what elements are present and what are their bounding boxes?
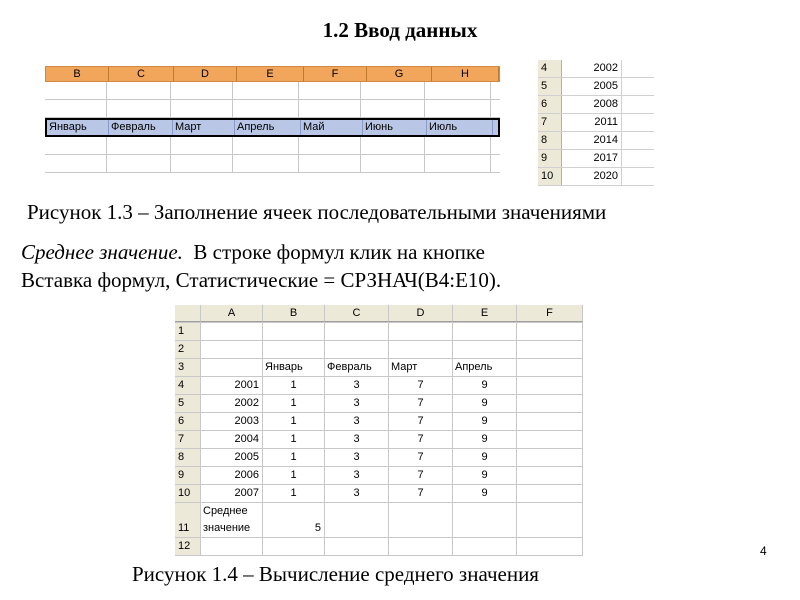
row-header[interactable]: 9 <box>175 467 201 484</box>
table-row <box>538 60 654 78</box>
cell[interactable] <box>201 341 263 358</box>
cell[interactable]: 9 <box>453 377 517 394</box>
table-row <box>175 467 583 485</box>
cell[interactable]: 9 <box>453 395 517 412</box>
cell[interactable]: 3 <box>325 431 389 448</box>
table-row <box>175 395 583 413</box>
cell[interactable]: 9 <box>453 449 517 466</box>
cell[interactable]: 2006 <box>201 467 263 484</box>
empty-row <box>45 137 500 155</box>
cell[interactable] <box>389 538 453 555</box>
cell[interactable]: Январь <box>47 120 109 135</box>
cell[interactable]: 9 <box>453 485 517 502</box>
empty-row <box>45 100 500 118</box>
cell[interactable] <box>517 485 583 502</box>
row-header[interactable]: 3 <box>175 359 201 376</box>
cell[interactable]: 2005 <box>201 449 263 466</box>
cell[interactable]: Февраль <box>325 359 389 376</box>
figure-caption-1-4: Рисунок 1.4 – Вычисление среднего значения <box>132 562 539 586</box>
cell[interactable] <box>263 323 325 340</box>
cell[interactable]: 2008 <box>562 96 622 113</box>
cell[interactable]: 9 <box>453 467 517 484</box>
average-value-cell[interactable]: 5 <box>263 503 325 537</box>
cell[interactable] <box>517 467 583 484</box>
cell[interactable] <box>517 449 583 466</box>
table-row <box>538 168 654 186</box>
column-header-h[interactable]: H <box>432 67 499 81</box>
cell[interactable]: 7 <box>389 485 453 502</box>
cell[interactable]: 1 <box>263 377 325 394</box>
row-header[interactable]: 8 <box>538 132 562 149</box>
cell[interactable] <box>389 341 453 358</box>
cell[interactable]: 2005 <box>562 78 622 95</box>
table-row <box>175 341 583 359</box>
table-row <box>175 377 583 395</box>
cell[interactable] <box>389 323 453 340</box>
cell[interactable]: 1 <box>263 413 325 430</box>
cell[interactable]: Март <box>389 359 453 376</box>
cell[interactable]: 2011 <box>562 114 622 131</box>
page-number: 4 <box>760 544 767 558</box>
column-header-f[interactable]: F <box>517 305 583 322</box>
column-header-e[interactable]: E <box>453 305 517 322</box>
cell[interactable]: Февраль <box>109 120 173 135</box>
cell[interactable]: 2003 <box>201 413 263 430</box>
corner-cell[interactable] <box>175 305 201 322</box>
cell[interactable] <box>201 323 263 340</box>
average-label-line-2: значение <box>203 522 251 534</box>
cell[interactable]: 1 <box>263 395 325 412</box>
cell[interactable]: Январь <box>263 359 325 376</box>
column-header-row <box>175 305 583 323</box>
table-row <box>538 150 654 168</box>
paragraph-text: В строке формул клик на кнопке <box>182 240 485 264</box>
row-header[interactable]: 7 <box>175 431 201 448</box>
cell[interactable] <box>517 323 583 340</box>
spreadsheet-average <box>175 305 583 556</box>
cell[interactable]: 2001 <box>201 377 263 394</box>
row-header[interactable]: 5 <box>538 78 562 95</box>
cell[interactable]: 1 <box>263 485 325 502</box>
cell[interactable]: 2014 <box>562 132 622 149</box>
row-header[interactable]: 6 <box>175 413 201 430</box>
cell[interactable] <box>325 323 389 340</box>
table-row <box>538 132 654 150</box>
column-header-row <box>45 66 500 82</box>
average-label-line-1: Среднее <box>203 505 248 517</box>
cell[interactable] <box>517 413 583 430</box>
cell[interactable]: 2020 <box>562 168 622 185</box>
cell[interactable] <box>325 503 389 537</box>
column-header-d[interactable]: D <box>174 67 237 81</box>
cell[interactable]: 1 <box>263 449 325 466</box>
cell[interactable]: 7 <box>389 467 453 484</box>
cell[interactable]: 7 <box>389 413 453 430</box>
cell[interactable]: 2002 <box>562 60 622 77</box>
table-row <box>175 538 583 556</box>
empty-row <box>45 155 500 173</box>
cell[interactable]: Июнь <box>363 120 427 135</box>
table-row <box>175 431 583 449</box>
cell[interactable] <box>453 538 517 555</box>
cell[interactable]: 3 <box>325 485 389 502</box>
cell[interactable] <box>517 431 583 448</box>
cell[interactable] <box>325 538 389 555</box>
cell[interactable] <box>453 323 517 340</box>
table-row <box>175 413 583 431</box>
cell[interactable]: Апрель <box>453 359 517 376</box>
cell[interactable]: 3 <box>325 395 389 412</box>
row-header[interactable]: 6 <box>538 96 562 113</box>
column-header-e[interactable]: E <box>237 67 304 81</box>
instruction-paragraph <box>21 238 501 294</box>
cell[interactable]: 9 <box>453 413 517 430</box>
cell[interactable]: 2004 <box>201 431 263 448</box>
row-header[interactable]: 7 <box>538 114 562 131</box>
column-header-b[interactable]: B <box>263 305 325 322</box>
table-row <box>175 323 583 341</box>
cell[interactable] <box>517 377 583 394</box>
row-header[interactable]: 5 <box>175 395 201 412</box>
spreadsheet-months-fill <box>45 66 500 173</box>
cell[interactable] <box>325 341 389 358</box>
column-header-b[interactable]: B <box>46 67 109 81</box>
cell[interactable]: 3 <box>325 377 389 394</box>
cell[interactable] <box>517 341 583 358</box>
table-row <box>538 78 654 96</box>
empty-row <box>45 82 500 100</box>
cell[interactable]: 7 <box>389 377 453 394</box>
cell[interactable]: 7 <box>389 449 453 466</box>
row-header[interactable]: 11 <box>175 503 201 537</box>
cell[interactable]: 2002 <box>201 395 263 412</box>
table-row <box>175 503 583 538</box>
cell[interactable] <box>201 538 263 555</box>
cell[interactable]: 3 <box>325 413 389 430</box>
cell[interactable] <box>453 503 517 537</box>
cell[interactable]: Май <box>301 120 363 135</box>
paragraph-line-1 <box>21 238 501 266</box>
spreadsheet-years-fill <box>538 60 654 186</box>
table-row <box>175 485 583 503</box>
cell[interactable] <box>201 359 263 376</box>
page-title: 1.2 Ввод данных <box>322 18 478 42</box>
cell[interactable]: 1 <box>263 467 325 484</box>
cell[interactable]: 7 <box>389 431 453 448</box>
cell[interactable] <box>517 538 583 555</box>
cell[interactable]: Март <box>173 120 235 135</box>
cell[interactable] <box>453 341 517 358</box>
column-header-f[interactable]: F <box>304 67 367 81</box>
table-row <box>175 449 583 467</box>
row-header[interactable]: 2 <box>175 341 201 358</box>
cell[interactable]: 3 <box>325 467 389 484</box>
row-header[interactable]: 10 <box>538 168 562 185</box>
column-header-d[interactable]: D <box>389 305 453 322</box>
cell[interactable] <box>517 359 583 376</box>
cell[interactable] <box>389 503 453 537</box>
row-header[interactable]: 10 <box>175 485 201 502</box>
cell[interactable] <box>517 503 583 537</box>
cell[interactable]: Июль <box>427 120 493 135</box>
cell[interactable]: 2007 <box>201 485 263 502</box>
column-header-c[interactable]: C <box>109 67 174 81</box>
paragraph-line-2: Вставка формул, Статистические = СРЗНАЧ(B4:E10). <box>21 268 502 292</box>
cell[interactable]: 3 <box>325 449 389 466</box>
row-header[interactable]: 4 <box>538 60 562 77</box>
cell[interactable] <box>263 538 325 555</box>
row-header[interactable]: 8 <box>175 449 201 466</box>
term-average: Среднее значение. <box>21 240 183 264</box>
table-row <box>175 359 583 377</box>
cell[interactable]: Апрель <box>235 120 301 135</box>
column-header-a[interactable]: A <box>201 305 263 322</box>
figure-caption-1-3: Рисунок 1.3 – Заполнение ячеек последовательными значениями <box>27 200 607 224</box>
average-label-cell[interactable] <box>201 503 263 537</box>
cell[interactable]: 9 <box>453 431 517 448</box>
selected-month-row[interactable] <box>45 118 500 137</box>
table-row <box>538 96 654 114</box>
cell[interactable]: 1 <box>263 431 325 448</box>
cell[interactable] <box>517 395 583 412</box>
table-row <box>538 114 654 132</box>
row-header[interactable]: 1 <box>175 323 201 340</box>
row-header[interactable]: 9 <box>538 150 562 167</box>
row-header[interactable]: 12 <box>175 538 201 555</box>
row-header[interactable]: 4 <box>175 377 201 394</box>
column-header-g[interactable]: G <box>367 67 432 81</box>
cell[interactable]: 2017 <box>562 150 622 167</box>
cell[interactable] <box>263 341 325 358</box>
column-header-c[interactable]: C <box>325 305 389 322</box>
cell[interactable]: 7 <box>389 395 453 412</box>
